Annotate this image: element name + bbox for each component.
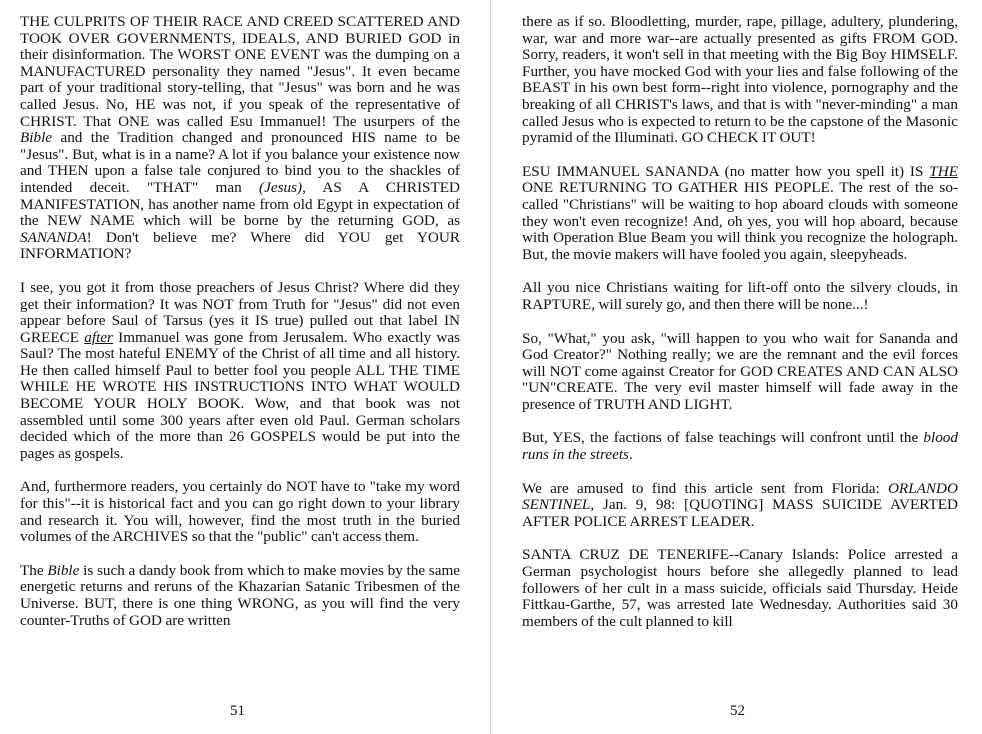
text-run: . <box>628 446 633 464</box>
paragraph <box>522 280 958 313</box>
left-page <box>20 14 460 714</box>
text-run: (Jesus) <box>259 178 303 196</box>
paragraph <box>522 14 958 147</box>
text-run: blood runs in the streets <box>522 429 958 464</box>
paragraph <box>522 164 958 264</box>
paragraph <box>522 481 958 531</box>
text-run: So, "What," you ask, "will happen to you who wait for Sananda and God Creator?" Nothing really; we are the remnant and the evil forces will NOT come against Creator for GOD CREATES AND CAN ALSO "UN"CREATE. The very evil master himself will fade away in the presence of TRUTH AND LIGHT. <box>522 329 958 413</box>
text-run: Immanuel was gone from Jerusalem. Who exactly was Saul? The most hateful ENEMY of the Christ of all time and all history. He then called himself Paul to better fool you people ALL THE TIME WHILE HE WROTE HIS INSTRUCTIONS INTO WHAT WOULD BECOME YOUR HOLY BOOK. Wow, and that book was not assembled until some 300 years after even old Paul. German scholars decided which of the more than 26 GOSPELS would be put into the pages as gospels. <box>20 328 461 462</box>
text-run: All you nice Christians waiting for lift-off onto the silvery clouds, in RAPTURE, will surely go, and then there will be none...! <box>522 279 958 313</box>
text-run: SANANDA <box>20 228 87 246</box>
text-run: THE CULPRITS OF THEIR RACE AND CREED SCATTERED AND TOOK OVER GOVERNMENTS, IDEALS, AND BURIED GOD in their disinformation. The WORST ONE EVENT was the dumping on a MANUFACTURED personality they named "Jesus". It even became part of your traditional story-telling, that "Jesus" was born and he was called Jesus. No, HE was not, if you speak of the representative of CHRIST. That ONE was called Esu Immanuel! The usurpers of the <box>20 13 460 130</box>
text-run: after <box>84 328 113 346</box>
text-run: and the Tradition changed and pronounced HIS name to be "Jesus". But, what is in a name? A lot if you balance your existence now and THEN upon a false tale conjured to bind you to the shackles of intended deceit. "THAT" man <box>20 129 460 196</box>
text-run: ONE RETURNING TO GATHER HIS PEOPLE. The rest of the so-called "Christians" will be waiting to hop aboard clouds with someone they won't even recognize! And, oh yes, you will hop aboard, because with Operation Blue Beam you will think you recognize the holograph. But, the movie makers will have fooled you again, sleepyheads. <box>522 179 958 263</box>
page-number-right: 52 <box>730 703 745 719</box>
text-run: The <box>20 561 48 579</box>
text-run: , Jan. 9, 98: [QUOTING] MASS SUICIDE AVERTED AFTER POLICE ARREST LEADER. <box>522 496 958 530</box>
text-run: THE <box>929 162 958 180</box>
text-run: Bible <box>47 561 80 579</box>
text-run: And, furthermore readers, you certainly do NOT have to "take my word for this"--it is historical fact and you can go right down to your library and research it. You will, however, find the most truth in the buried volumes of the ARCHIVES so that the "public" can't access them. <box>20 478 460 546</box>
book-spine <box>490 0 491 734</box>
text-run: Bible <box>20 129 53 147</box>
text-run: ! Don't believe me? Where did YOU get YOUR INFORMATION? <box>20 228 460 263</box>
paragraph <box>20 280 460 463</box>
paragraph <box>20 14 460 263</box>
text-run: , AS A CHRISTED MANIFESTATION, has another name from old Egypt in expectation of the NEW NAME which will be borne by the returning GOD, as <box>20 178 460 230</box>
paragraph <box>522 331 958 414</box>
text-run: is such a dandy book from which to make movies by the same energetic returns and reruns of the Khazarian Satanic Tribesmen of the Universe. BUT, there is one thing WRONG, as you will find the very counter-Truths of GOD are written <box>20 561 460 629</box>
right-page <box>522 14 958 714</box>
paragraph <box>20 479 460 545</box>
text-run: But, YES, the factions of false teachings will confront until the <box>522 429 924 447</box>
paragraph <box>522 547 958 630</box>
text-run: SANTA CRUZ DE TENERIFE--Canary Islands: Police arrested a German psychologist hours before she allegedly planned to lead followers of her cult in a mass suicide, officials said Thursday. Heide Fittkau-Garthe, 57, was arrested late Wednesday. Authorities said 30 members of the cult planned to kill <box>522 546 958 630</box>
page-number-left: 51 <box>230 703 245 719</box>
text-run: We are amused to find this article sent from Florida: <box>522 479 888 497</box>
text-run: I see, you got it from those preachers of Jesus Christ? Where did they get their information? It was NOT from Truth for "Jesus" did not even appear before Saul of Tarsus (yes it IS true) pulled out that label IN GREECE <box>20 278 460 346</box>
paragraph <box>20 563 460 629</box>
text-run: ORLANDO SENTINEL <box>522 479 958 514</box>
text-run: there as if so. Bloodletting, murder, rape, pillage, adultery, plundering, war, war and more war--are actually presented as gifts FROM GOD. Sorry, readers, it won't sell in that meeting with the Big Boy HIMSELF. Further, you have mocked God with your lies and false following of the BEAST in his own best form--right into violence, pornography and the breaking of all CHRIST's laws, and that is with "never-minding" a man called Jesus who is expected to return to be the capstone of the Masonic pyramid of the Illuminati. GO CHECK IT OUT! <box>522 13 958 147</box>
paragraph <box>522 430 958 463</box>
text-run: ESU IMMANUEL SANANDA (no matter how you spell it) IS <box>522 162 930 180</box>
